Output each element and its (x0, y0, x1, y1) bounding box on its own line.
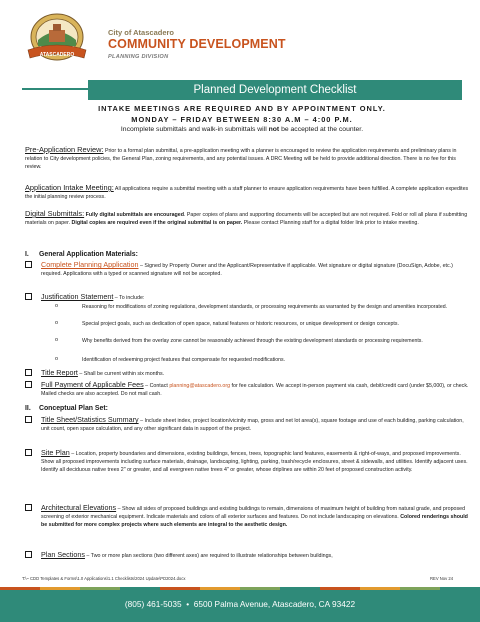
section-1-heading (25, 251, 138, 258)
checkbox[interactable] (25, 293, 32, 300)
title-banner (88, 80, 462, 100)
revision-label: REV Nov 24 (430, 576, 454, 581)
intake-meeting-paragraph (25, 184, 469, 202)
footer-bar (0, 590, 480, 622)
svg-text:ATASCADERO: ATASCADERO (39, 52, 75, 58)
item-title: Architectural Elevations (41, 503, 117, 512)
intake-meeting-text: All applications require a submittal meeting with a staff planner to ensure application requirements have been fulfilled. A complete application expedites the initial planning review process. (25, 186, 469, 200)
intake-line-2: MONDAY – FRIDAY BETWEEN 8:30 A.M – 4:00 P.M. (131, 115, 353, 124)
justification-point-text: Reasoning for modifications of zoning regulations, development standards, or processing requirements as warranted by the design and amenities incorporated. (82, 304, 448, 310)
pre-application-heading: Pre-Application Review: (25, 145, 104, 154)
checklist-item-site-plan (25, 449, 471, 474)
item-text: – Shall be current within six months. (77, 371, 165, 377)
justification-point (55, 303, 463, 312)
footer-contact (0, 599, 480, 609)
intake-line-1: INTAKE MEETINGS ARE REQUIRED AND BY APPOINTMENT ONLY. (98, 104, 386, 113)
item-title: Title Report (41, 368, 78, 377)
sub-bullet: o (55, 320, 58, 326)
item-title: Full Payment of Applicable Fees (41, 380, 144, 389)
intake-line-3-pre: Incomplete submittals and walk-in submittals will (120, 126, 269, 133)
item-text: – Two or more plan sections (two different axes) are required to illustrate relationships between buildings, (84, 553, 333, 559)
checkbox[interactable] (25, 381, 32, 388)
checklist-item-planning-application (25, 261, 471, 279)
digital-submittals-text-1: . Paper copies of plans and supporting documents will be accepted but are not required. Fold or roll all plans if submitting materials on paper. (25, 212, 468, 226)
pre-application-text: Prior to a formal plan submittal, a pre-application meeting with a planner is encouraged to review the application requirements and preliminary plans in relation to City development policies, the General Plan, zoning requirements, and any potential issues. A DRC Meeting will be held to provide additional direction. There is no fee for this review. (25, 148, 457, 170)
item-text: – Show all sides of proposed buildings and existing buildings to remain, dimensions of maximum height of building from natural grade, and proposed screening of exterior mechanical equipment. Indicate materials and colors of all exterior surfaces and features. Do not include landscaping on elevations. (41, 506, 466, 520)
intake-notice (22, 103, 462, 135)
sub-bullet: o (55, 356, 58, 362)
item-text: – Include sheet index, project location/vicinity map, gross and net lot area(s), square footage and use of each building, parking calculation, unit count, open space calculation, and any other significant data in support of the project. (41, 418, 464, 432)
intake-line-3 (22, 125, 462, 135)
justification-point-text: Why benefits derived from the overlay zone cannot be reasonably achieved through the existing development standards or processing requirements. (82, 338, 423, 344)
item-title: Site Plan (41, 448, 70, 457)
justification-point (55, 356, 463, 365)
page-title: Planned Development Checklist (193, 84, 357, 96)
checkbox[interactable] (25, 551, 32, 558)
item-text-post: for fee calculation. We accept in-person payment via cash, debit/credit card (under $5,000), or check. Mailed checks are also accepted. Do not mail cash. (41, 383, 469, 397)
sub-bullet: o (55, 337, 58, 343)
division-name: PLANNING DIVISION (108, 54, 169, 60)
email-link[interactable]: planning@atascadero.org (169, 383, 231, 389)
section-2-numeral: II. (25, 405, 31, 412)
checklist-item-title-sheet (25, 416, 471, 434)
item-title: Plan Sections (41, 550, 85, 559)
banner-rule (22, 88, 88, 90)
sub-bullet: o (55, 303, 58, 309)
item-text: – To include: (113, 295, 145, 301)
intake-meeting-heading: Application Intake Meeting: (25, 183, 114, 192)
item-bold-text: Colored renderings should be submitted for more complex projects where such elements are integral to the aesthetic design. (41, 513, 468, 528)
justification-point-text: Identification of redeeming project features that compensate for requested modifications. (82, 357, 286, 363)
digital-submittals-heading: Digital Submittals: (25, 209, 85, 218)
intake-line-3-post: be accepted at the counter. (279, 126, 364, 133)
footer-address: 6500 Palma Avenue, Atascadero, CA 93422 (193, 599, 356, 609)
digital-submittals-text-2: Please contact Planning staff for a digital folder link prior to intake meeting. (242, 219, 419, 226)
checklist-item-title-report (25, 369, 471, 379)
checkbox[interactable] (25, 504, 32, 511)
digital-submittals-bold-1: Fully digital submittals are encouraged (84, 212, 184, 218)
city-seal-logo (22, 10, 92, 68)
checklist-item-fees (25, 381, 471, 399)
city-name: City of Atascadero (108, 28, 174, 37)
checkbox[interactable] (25, 416, 32, 423)
digital-submittals-bold-2: Digital copies are required even if the original submittal is on paper. (71, 219, 243, 226)
item-title: Justification Statement (41, 292, 114, 301)
item-text: – Signed by Property Owner and the Applicant/Representative if applicable. Wet signature or digital signature (DocuSign, Adobe, etc.) required. Applications with a typed or scanned signature will not be accepted. (41, 263, 453, 277)
department-name: COMMUNITY DEVELOPMENT (108, 37, 286, 51)
section-2-heading (25, 405, 108, 412)
item-title: Complete Planning Application (41, 260, 139, 269)
item-title: Title Sheet/Statistics Summary (41, 415, 139, 424)
section-1-title: General Application Materials: (39, 251, 138, 258)
checkbox[interactable] (25, 261, 32, 268)
intake-line-3-bold: not (268, 126, 280, 133)
letterhead (22, 10, 462, 70)
pre-application-paragraph (25, 146, 469, 171)
checkbox[interactable] (25, 449, 32, 456)
section-2-title: Conceptual Plan Set: (39, 405, 108, 412)
checklist-item-plan-sections (25, 551, 471, 561)
item-text: – Location, property boundaries and dimensions, existing buildings, fences, trees, topographic land features, easements & right-of-ways, and proposed improvements. Show all proposed improvements including surface materials, drainage, landscaping, lighting, parking, trash/recycle enclosures, street & sidewalls, and utilities. Identify adjacent uses. Identify all deciduous native trees 2" or greater, and all evergreen native trees 4" or greater, whose driplines are within 20 feet of proposed construction activity. (41, 451, 468, 473)
justification-point (55, 337, 463, 346)
footer-bullet: • (186, 599, 190, 609)
footer-phone: (805) 461-5035 (124, 599, 182, 609)
checklist-item-architectural-elevations (25, 504, 471, 529)
section-1-numeral: I. (25, 251, 29, 258)
justification-point-text: Special project goals, such as dedication of open space, natural features or historic resources, or unique development or design concepts. (82, 321, 399, 327)
checklist-item-justification-statement (25, 293, 471, 303)
item-text-pre: – Contact (143, 383, 170, 389)
checkbox[interactable] (25, 369, 32, 376)
document-path: T:\~ CDD Templates & Forms\1.0 Applications\1.1 Checklists\2024 Update\PD2024.docx (22, 576, 186, 581)
digital-submittals-paragraph (25, 210, 469, 228)
justification-point (55, 320, 463, 329)
